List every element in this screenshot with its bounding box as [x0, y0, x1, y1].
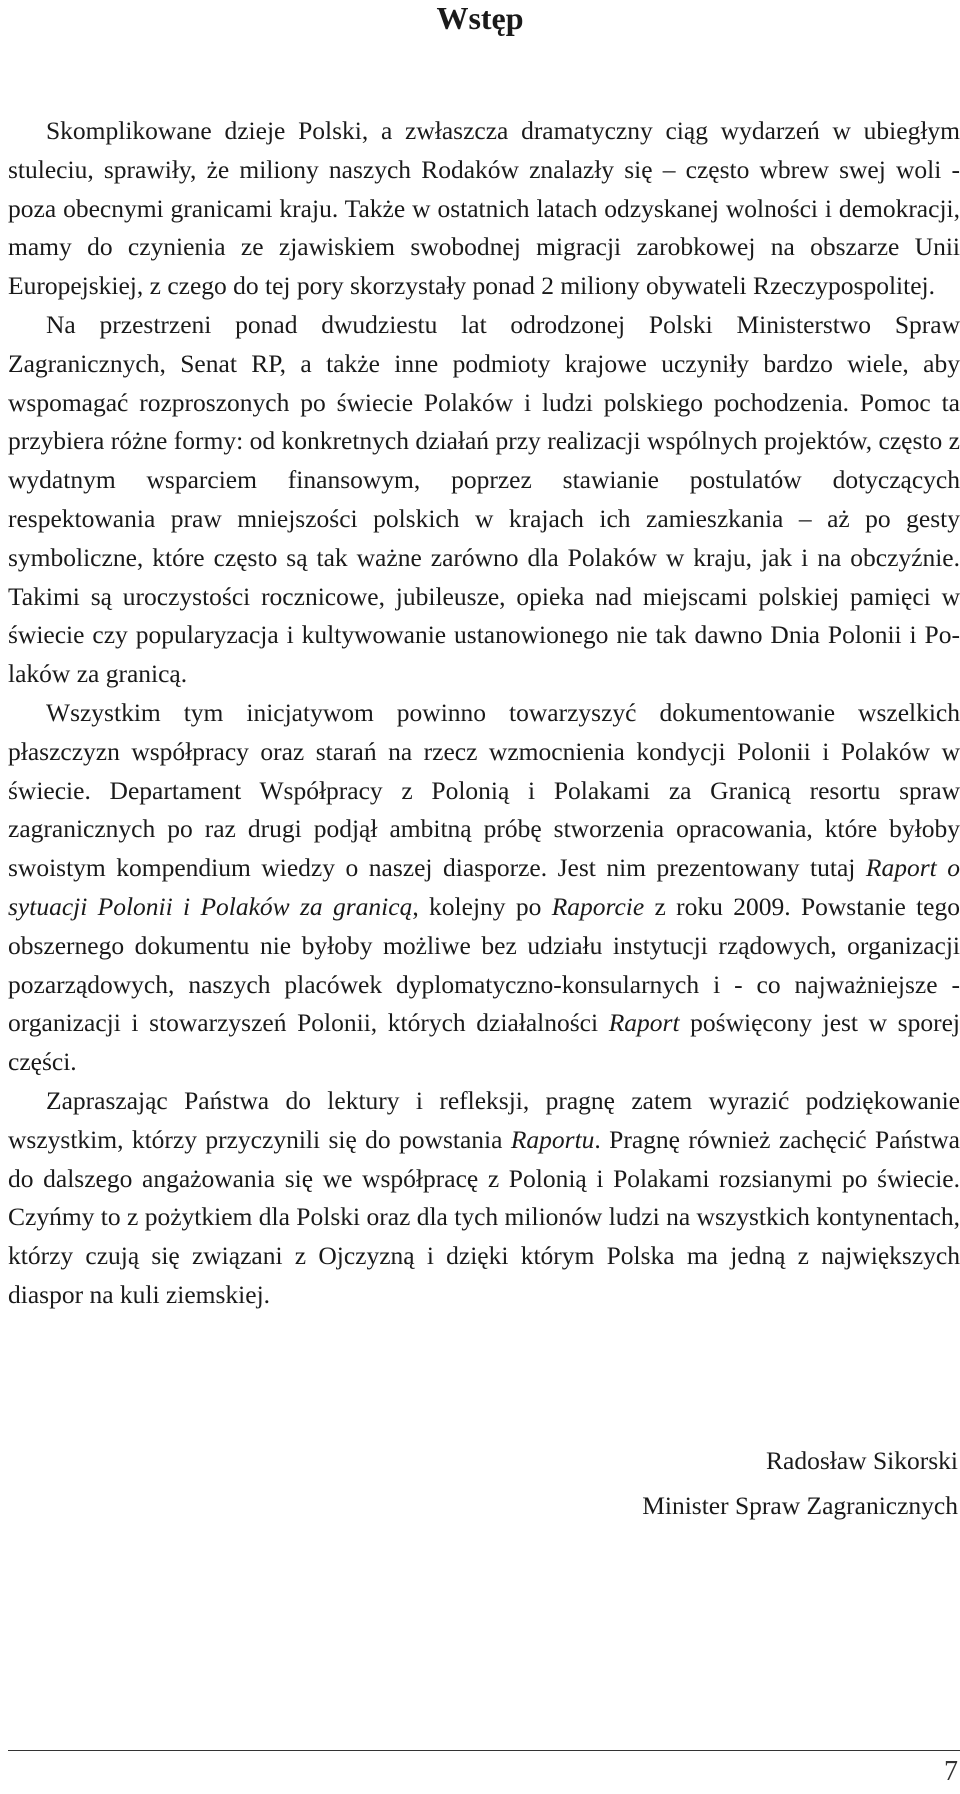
body-paragraph: [8, 1082, 960, 1315]
italic-title: Raporcie: [551, 891, 645, 921]
body-text: [8, 112, 960, 1315]
text-run: poświęcony jest w sporej części.: [8, 1008, 960, 1077]
body-paragraph: [8, 306, 960, 694]
text-run: Zapraszając Państwa do lektury i refleksji, pragnę zatem wyrazić podziękowanie wszystkim, którzy przyczynili się do powstania: [8, 1085, 960, 1154]
signature-position: Minister Spraw Zagranicznych: [642, 1491, 958, 1520]
body-paragraph: [8, 694, 960, 1082]
text-run: Na przestrzeni ponad dwudziestu lat odrodzonej Polski Ministerstwo Spraw Zagranicznych, Senat RP, a także inne podmioty krajowe uczyniły bardzo wiele, aby wspomagać rozproszonych po świecie Polaków i ludzi polskiego pochodzenia. Pomoc ta przybiera różne formy: od konkretnych działań przy realizacji wspólnych projektów, często z wydatnym wsparciem finansowym, poprzez stawianie postulatów dotyczących respektowania praw mniejszości polskich w krajach ich zamieszkania – aż po gesty symboliczne, które często są tak ważne zarówno dla Polaków w kraju, jak i na obczyźnie. Takimi są uroczystości rocznicowe, jubileusze, opieka nad miejscami polskiej pamięci w świecie czy popularyzacja i kultywowanie ustanowionego nie tak dawno Dnia Polonii i Polaków za granicą.: [8, 309, 960, 689]
page-number: 7: [944, 1756, 958, 1787]
signature-name: Radosław Sikorski: [766, 1446, 958, 1475]
signature-block: [642, 1438, 958, 1528]
footer-divider: [8, 1750, 960, 1751]
italic-title: Raport: [608, 1008, 680, 1038]
text-run: Skomplikowane dzieje Polski, a zwłaszcza dramatyczny ciąg wydarzeń w ubiegłym stuleciu, sprawiły, że miliony naszych Rodaków znalazły się – często wbrew swej woli - poza obecnymi granicami kraju. Także w ostatnich latach odzyskanej wolności i demokracji, mamy do czynienia ze zjawiskiem swobodnej migracji zarobkowej na obszarze Unii Europejskiej, z czego do tej pory skorzystały ponad 2 miliony obywateli Rzeczypospolitej.: [8, 116, 960, 301]
italic-title: Raport o sytuacji Polonii i Polaków za granicą: [8, 853, 960, 921]
text-run: Wszystkim tym inicjatywom powinno towarzyszyć dokumentowanie wszelkich płaszczyzn współpracy oraz starań na rzecz wzmocnienia kondycji Polonii i Polaków w świecie. Departament Współpracy z Polonią i Polakami za Granicą resortu spraw zagranicznych po raz drugi podjął ambitną próbę stworzenia opracowania, które byłoby swoistym kompendium wiedzy o naszej diasporze. Jest nim prezentowany tutaj: [8, 697, 960, 883]
text-run: . Pragnę również zachęcić Państwa do dalszego angażowania się we współpracę z Polonią i Polakami rozsianymi po świecie. Czyńmy to z pożytkiem dla Polski oraz dla tych milionów ludzi na wszystkich kontynentach, którzy czują się związani z Ojczyzną i dzięki którym Polska ma jedną z największych diaspor na kuli ziemskiej.: [8, 1124, 960, 1309]
text-run: z roku 2009. Powstanie tego obszernego dokumentu nie byłoby możliwe bez udziału instytucji rządowych, organizacji pozarządowych, naszych placówek dyplomatyczno-konsularnych i - co najważniejsze - organizacji i stowarzyszeń Polonii, których działalności: [8, 891, 960, 1038]
text-run: , kolejny po: [412, 891, 552, 921]
page-title: Wstęp: [436, 0, 524, 36]
italic-title: Raportu: [510, 1124, 595, 1154]
body-paragraph: [8, 112, 960, 306]
